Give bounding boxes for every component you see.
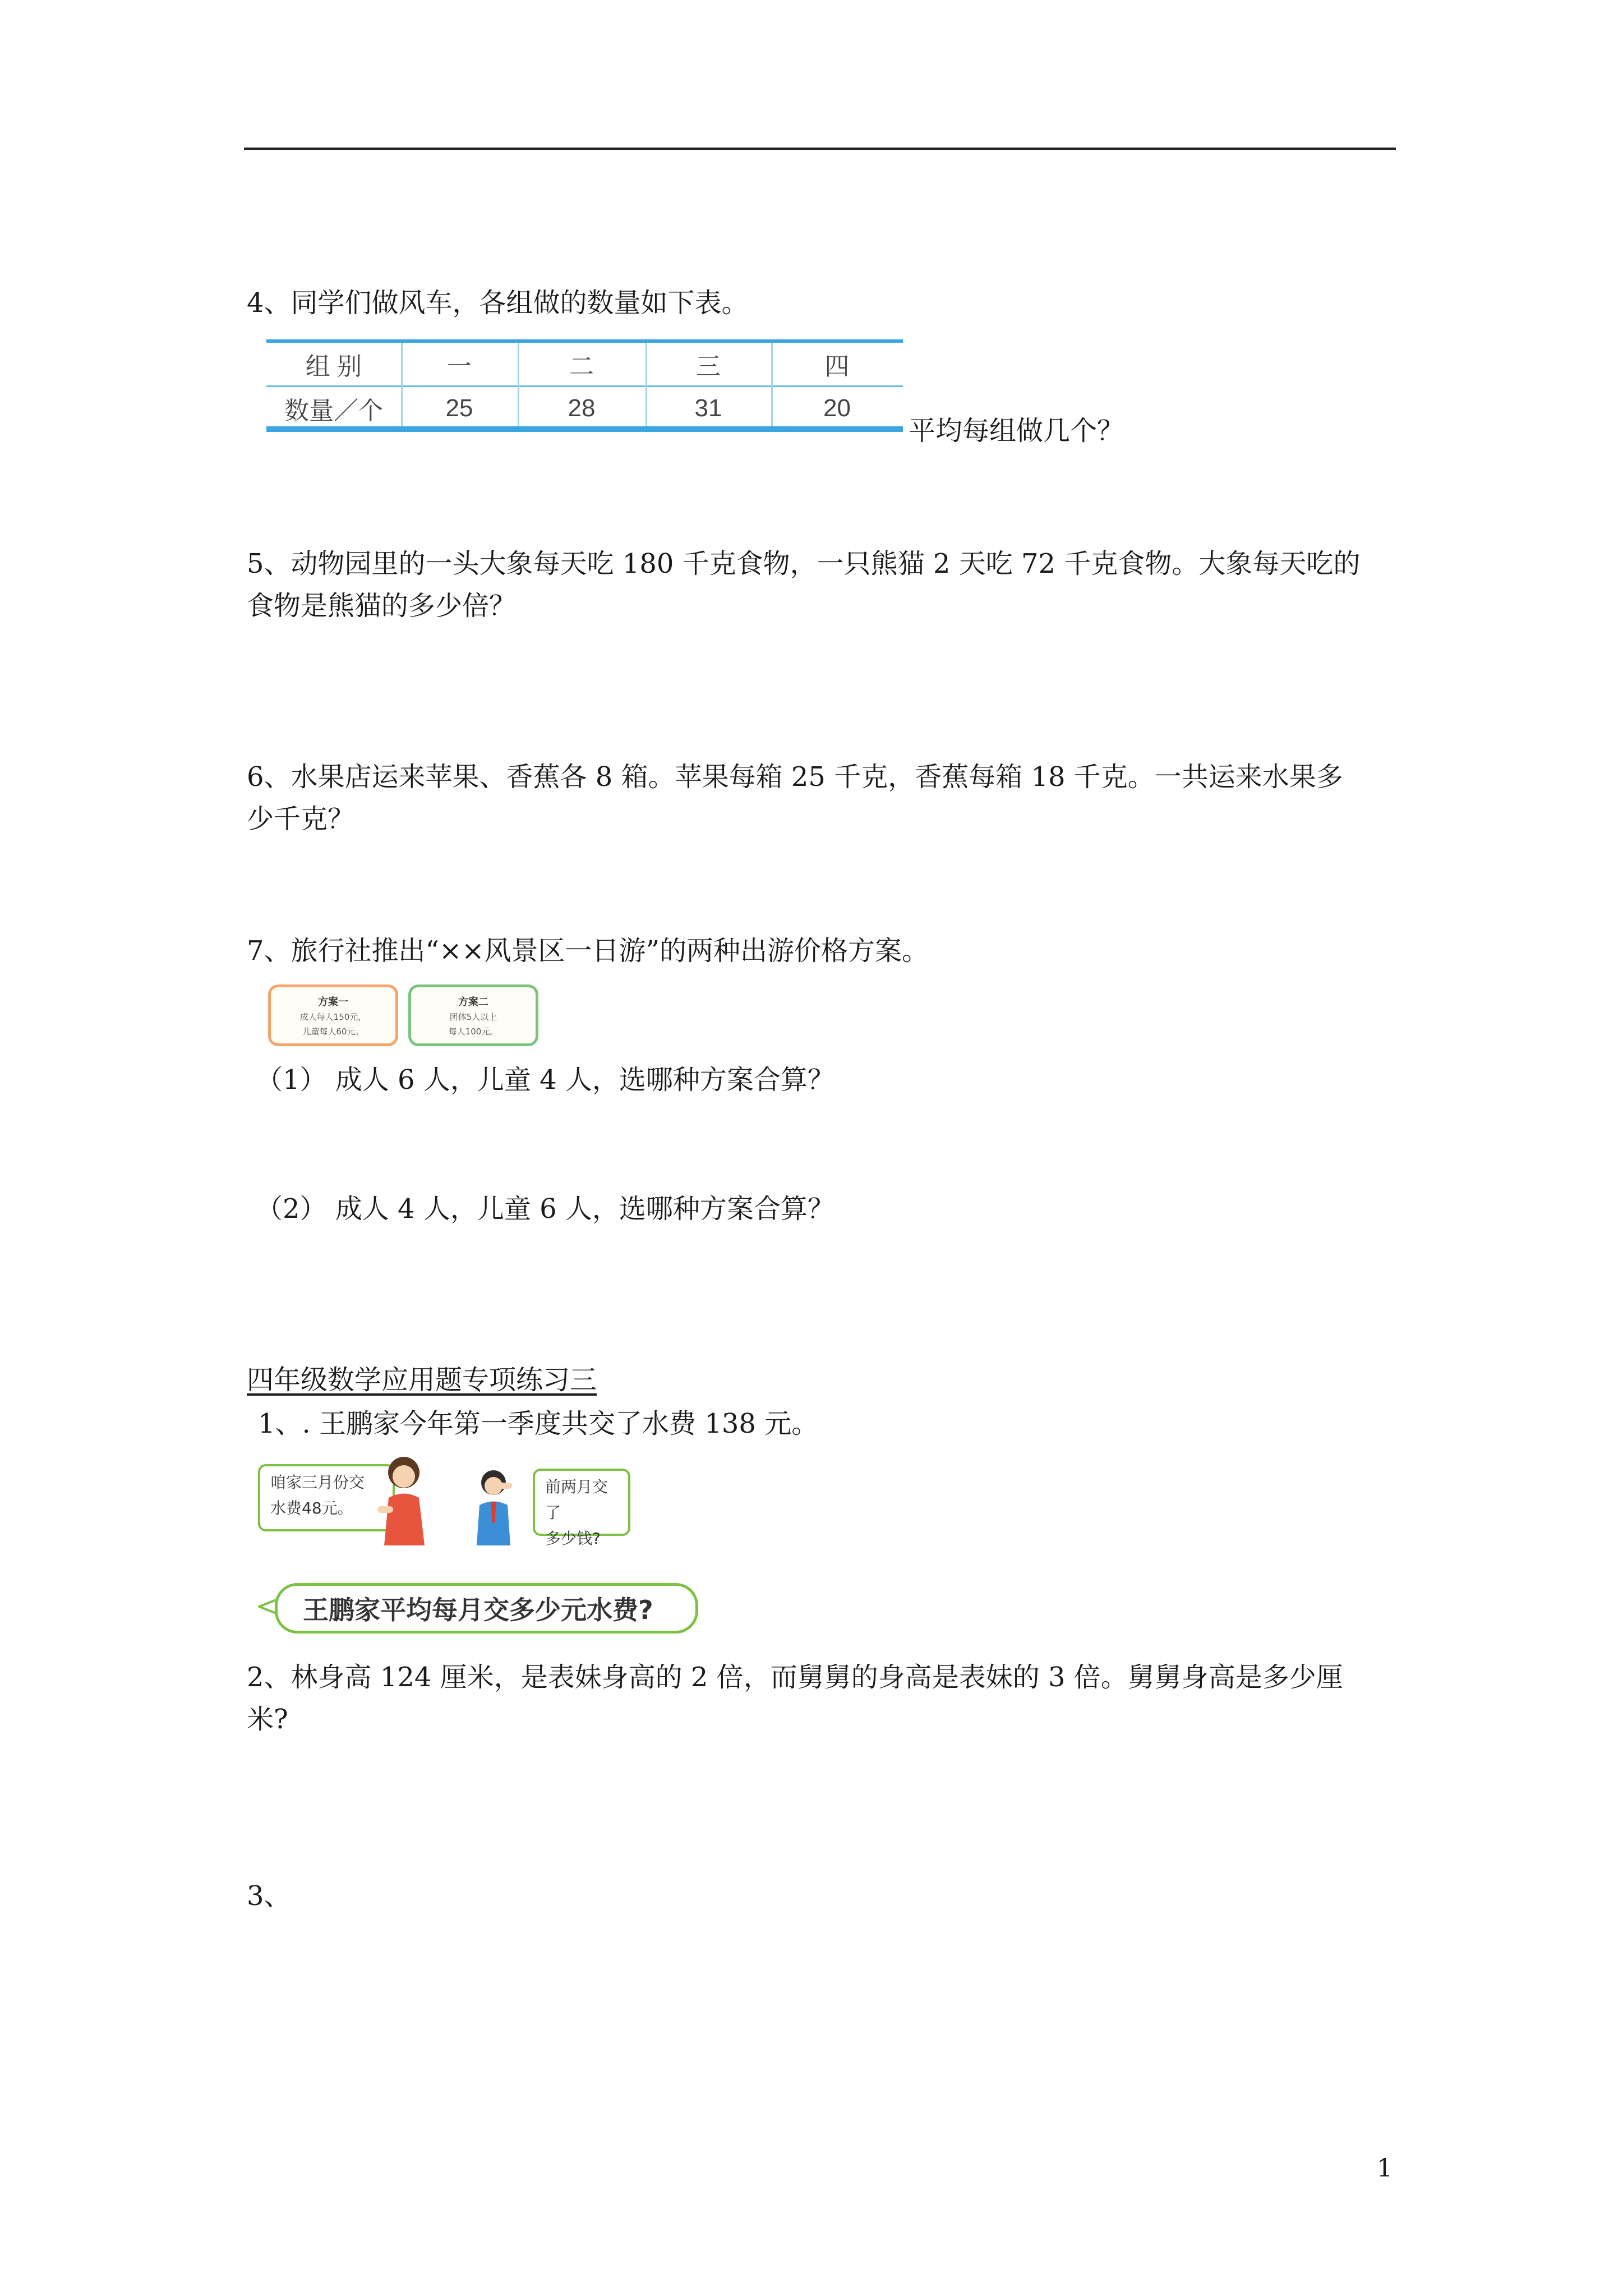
plan-one-line-1: 成人每人150元， bbox=[299, 1012, 367, 1022]
header-rule bbox=[244, 148, 1396, 150]
plan-one-line-2: 儿童每人60元。 bbox=[302, 1027, 364, 1037]
q7-sub-question-2: （2） 成人 4 人，儿童 6 人，选哪种方案合算？ bbox=[256, 1193, 834, 1225]
plan-two-card bbox=[408, 984, 538, 1046]
q6-line-2: 少千克？ bbox=[247, 803, 355, 835]
boy-figure-icon bbox=[468, 1467, 519, 1545]
section-3-q3: 3、 bbox=[247, 1880, 291, 1912]
section-3-q2-line-1: 2、林身高 124 厘米，是表妹身高的 2 倍，而舅舅的身高是表妹的 3 倍。舅舅身高是多少厘 bbox=[247, 1662, 1343, 1693]
table-header-cell: 三 bbox=[696, 353, 721, 380]
boy-speech-bubble bbox=[533, 1469, 630, 1548]
q5-line-2: 食物是熊猫的多少倍？ bbox=[247, 590, 517, 622]
q4-question: 平均每组做几个？ bbox=[909, 415, 1124, 447]
table-cell: 20 bbox=[823, 394, 851, 422]
table-cell: 31 bbox=[694, 394, 722, 422]
q4-prompt: 4、同学们做风车，各组做的数量如下表。 bbox=[247, 287, 749, 319]
plan-two-line-2: 每人100元。 bbox=[448, 1027, 499, 1037]
table-header-cell: 组 别 bbox=[305, 353, 362, 380]
q6-line-1: 6、水果店运来苹果、香蕉各 8 箱。苹果每箱 25 千克，香蕉每箱 18 千克。一共运来水果多 bbox=[247, 761, 1343, 793]
page-number: 1 bbox=[1377, 2154, 1393, 2183]
question-banner bbox=[258, 1583, 695, 1634]
mother-figure-icon bbox=[373, 1453, 435, 1545]
plan-two-title: 方案二 bbox=[458, 996, 488, 1008]
plan-one-title: 方案一 bbox=[318, 996, 348, 1008]
q7-sub-question-1: （1） 成人 6 人，儿童 4 人，选哪种方案合算？ bbox=[256, 1064, 834, 1096]
section-3-q1: 1、. 王鹏家今年第一季度共交了水费 138 元。 bbox=[258, 1408, 819, 1439]
q7-prompt: 7、旅行社推出“××风景区一日游”的两种出游价格方案。 bbox=[247, 935, 929, 967]
mom-speech-line-2: 水费48元。 bbox=[270, 1499, 353, 1517]
table-cell: 25 bbox=[445, 394, 473, 422]
section-3-title: 四年级数学应用题专项练习三 bbox=[247, 1364, 597, 1396]
mom-speech-line-1: 咱家三月份交 bbox=[270, 1473, 365, 1492]
plan-two-line-1: 团体5人以上 bbox=[449, 1012, 497, 1022]
boy-speech-line-2: 多少钱? bbox=[545, 1529, 601, 1548]
water-bill-illustration bbox=[258, 1453, 707, 1644]
section-3-q2-line-2: 米? bbox=[247, 1704, 288, 1735]
table-header-cell: 四 bbox=[824, 353, 850, 380]
table-header-cell: 一 bbox=[447, 353, 472, 380]
q5-line-1: 5、动物园里的一头大象每天吃 180 千克食物，一只熊猫 2 天吃 72 千克食物。大象每天吃的 bbox=[247, 548, 1361, 579]
banner-text: 王鹏家平均每月交多少元水费? bbox=[303, 1595, 653, 1625]
table-header-cell: 二 bbox=[569, 353, 594, 380]
table-cell: 28 bbox=[568, 394, 596, 422]
table-cell: 数量／个 bbox=[284, 397, 383, 425]
boy-speech-line-1: 前两月交了 bbox=[545, 1478, 608, 1522]
count-table bbox=[266, 339, 903, 432]
plan-one-card bbox=[268, 984, 398, 1046]
